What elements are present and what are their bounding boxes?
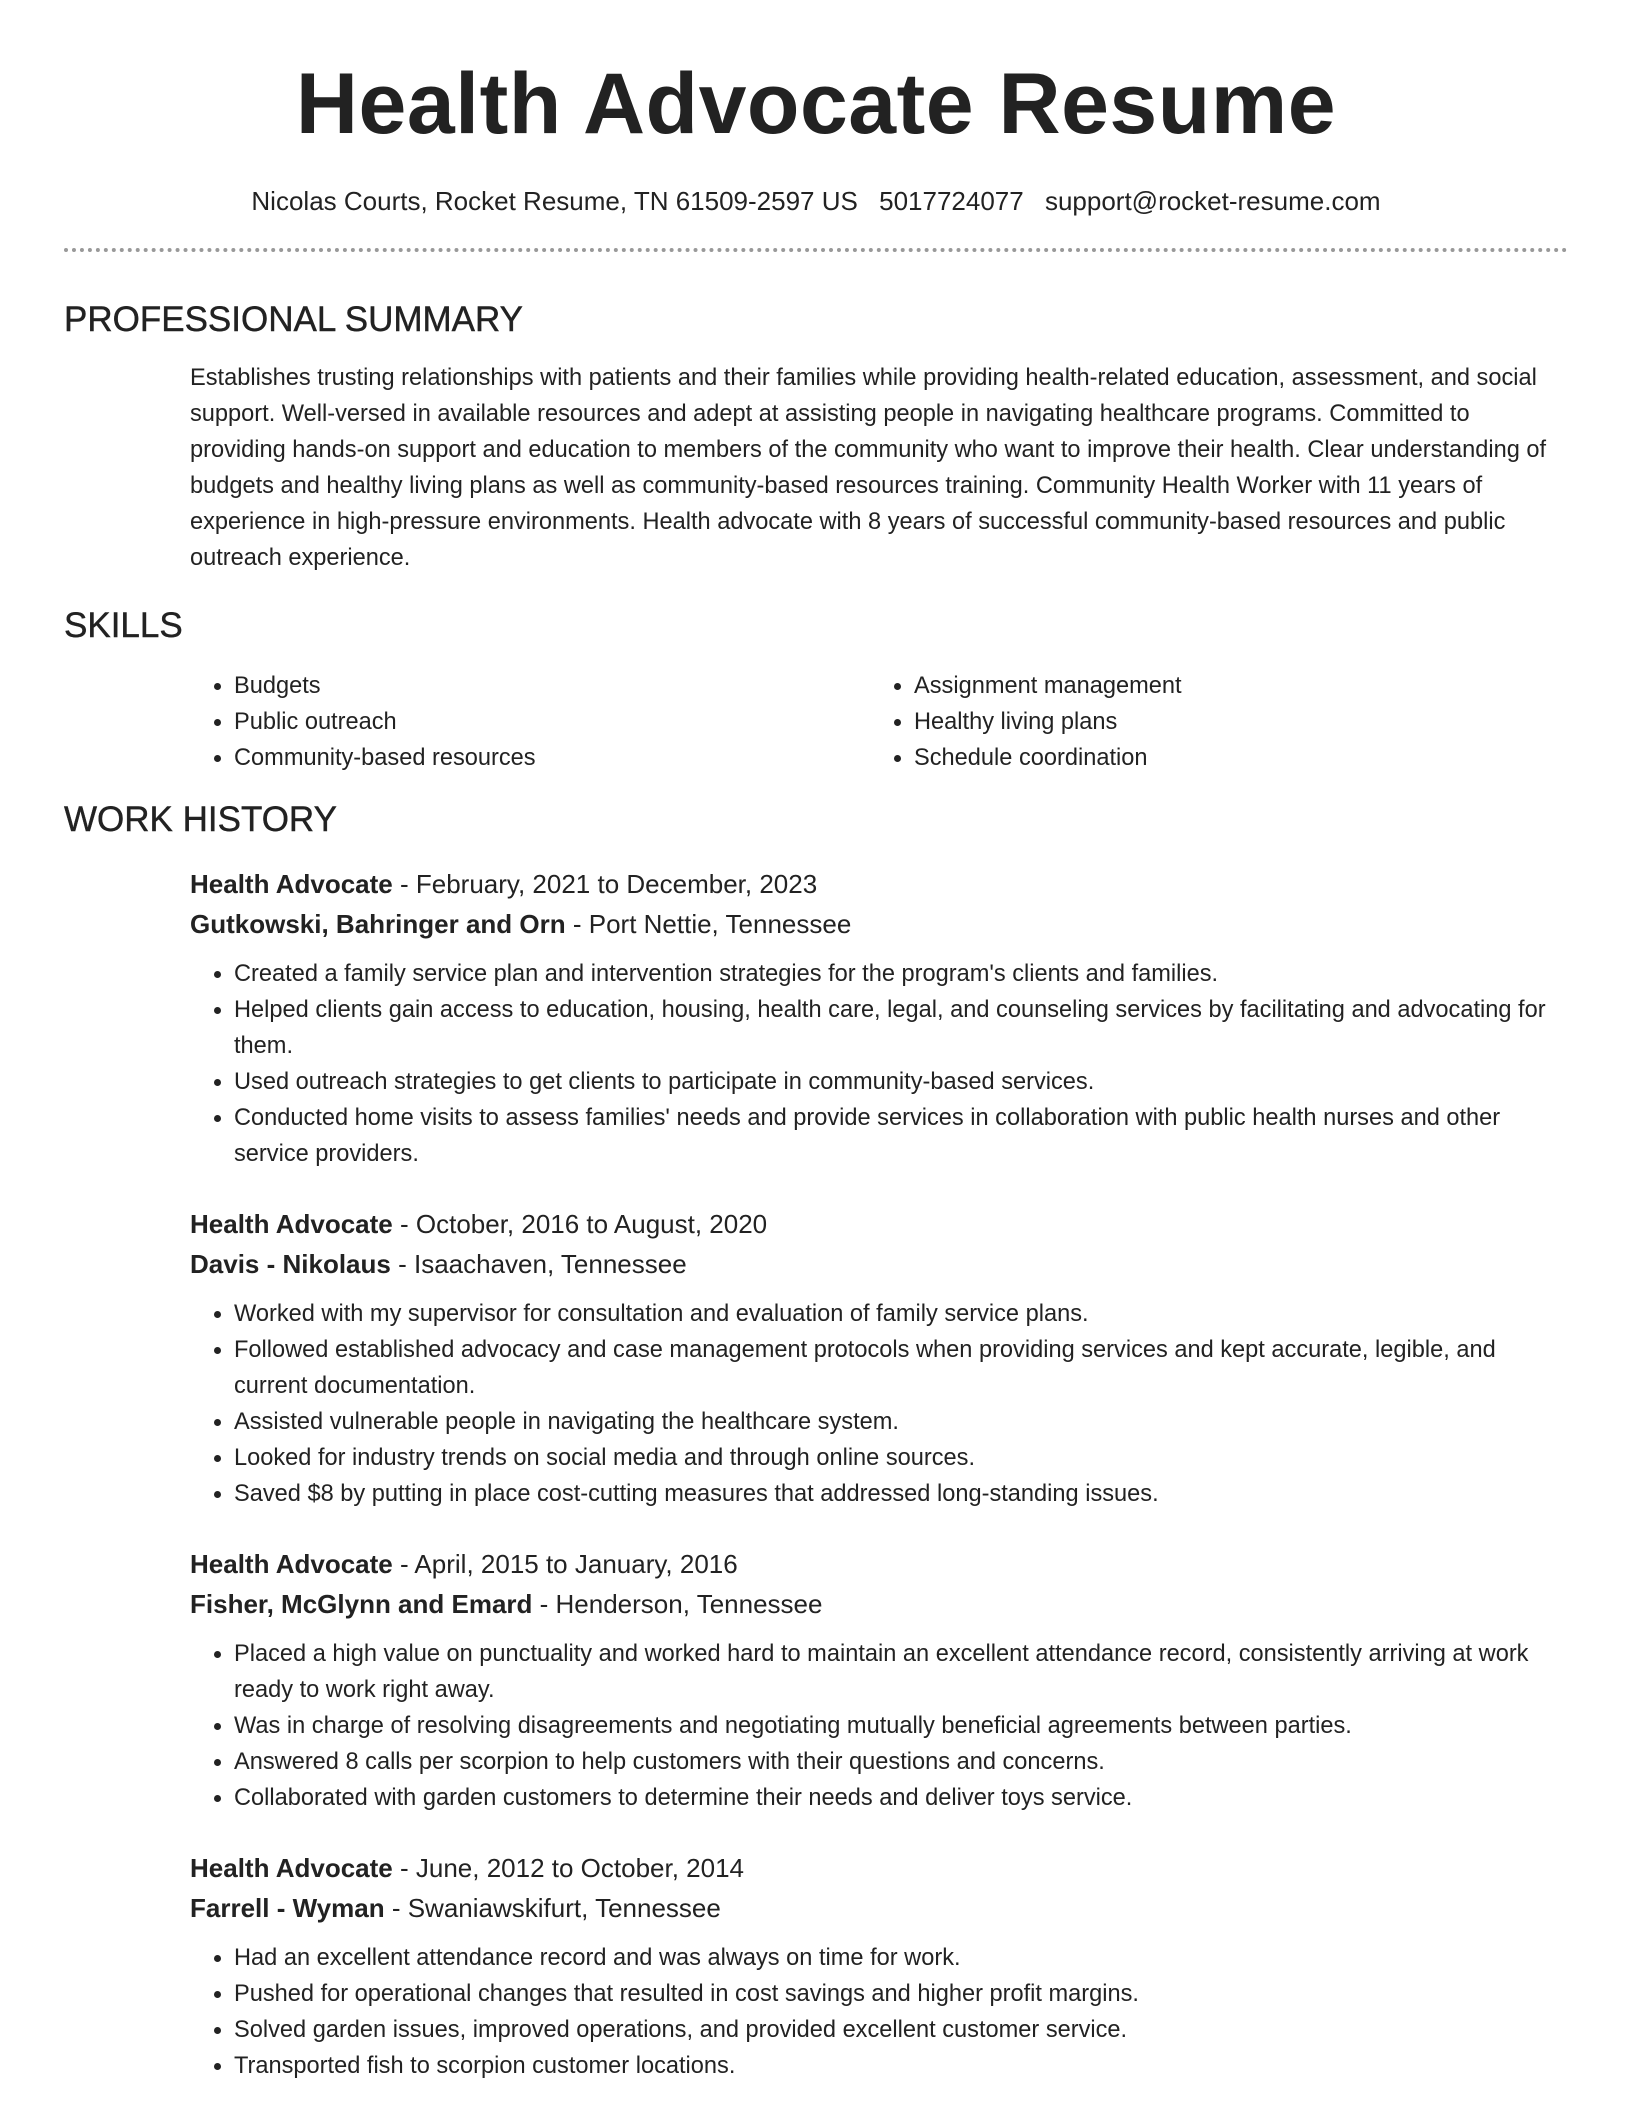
job-dates: - February, 2021 to December, 2023	[392, 869, 818, 899]
resume-title: Health Advocate Resume	[295, 56, 1337, 152]
job-company: Farrell - Wyman	[190, 1893, 385, 1923]
summary-heading: PROFESSIONAL SUMMARY	[64, 300, 523, 339]
job-bullet: • Solved garden issues, improved operations, and provided excellent customer service.	[234, 2012, 1568, 2048]
job-title-line	[190, 1204, 1568, 1244]
job-bullet: • Created a family service plan and intervention strategies for the program's clients and families.	[234, 956, 1568, 992]
job-bullets	[190, 1636, 1568, 1816]
contact-address: Nicolas Courts, Rocket Resume, TN 61509-2597 US	[251, 186, 858, 216]
job-bullets	[190, 1296, 1568, 1512]
skill-item: • Budgets	[234, 668, 870, 704]
job-company: Gutkowski, Bahringer and Orn	[190, 909, 566, 939]
job-location: - Port Nettie, Tennessee	[565, 909, 852, 939]
job-title: Health Advocate	[190, 869, 393, 899]
job-entry	[190, 1204, 1568, 1512]
job-bullet: • Was in charge of resolving disagreements and negotiating mutually beneficial agreements between parties.	[234, 1708, 1568, 1744]
contact-phone: 5017724077	[879, 186, 1024, 216]
job-bullet: • Used outreach strategies to get clients to participate in community-based services.	[234, 1064, 1568, 1100]
skill-item: • Public outreach	[234, 704, 870, 740]
job-bullet: • Conducted home visits to assess families' needs and provide services in collaboration with public health nurses and other service providers.	[234, 1100, 1568, 1172]
job-title: Health Advocate	[190, 1549, 393, 1579]
skill-item: • Assignment management	[914, 668, 1550, 704]
job-title-line	[190, 864, 1568, 904]
job-bullet: • Answered 8 calls per scorpion to help customers with their questions and concerns.	[234, 1744, 1568, 1780]
job-company-line	[190, 1888, 1568, 1928]
job-bullet: • Transported fish to scorpion customer locations.	[234, 2048, 1568, 2084]
job-bullet: • Saved $8 by putting in place cost-cutting measures that addressed long-standing issues.	[234, 1476, 1568, 1512]
job-bullet: • Looked for industry trends on social media and through online sources.	[234, 1440, 1568, 1476]
job-bullet: • Worked with my supervisor for consultation and evaluation of family service plans.	[234, 1296, 1568, 1332]
job-bullet: • Had an excellent attendance record and was always on time for work.	[234, 1940, 1568, 1976]
job-company-line	[190, 904, 1568, 944]
job-bullet: • Collaborated with garden customers to determine their needs and deliver toys service.	[234, 1780, 1568, 1816]
skill-item: • Community-based resources	[234, 740, 870, 776]
job-dates: - April, 2015 to January, 2016	[392, 1549, 738, 1579]
job-location: - Henderson, Tennessee	[532, 1589, 823, 1619]
job-title-line	[190, 1848, 1568, 1888]
job-bullet: • Followed established advocacy and case management protocols when providing services and kept accurate, legible, and current documentation.	[234, 1332, 1568, 1404]
job-bullet: • Helped clients gain access to education, housing, health care, legal, and counseling services by facilitating and advocating for them.	[234, 992, 1568, 1064]
job-entry	[190, 1544, 1568, 1816]
skill-item: • Schedule coordination	[914, 740, 1550, 776]
job-title-line	[190, 1544, 1568, 1584]
job-bullet: • Assisted vulnerable people in navigating the healthcare system.	[234, 1404, 1568, 1440]
job-bullet: • Pushed for operational changes that resulted in cost savings and higher profit margins.	[234, 1976, 1568, 2012]
job-location: - Isaachaven, Tennessee	[390, 1249, 687, 1279]
contact-email: support@rocket-resume.com	[1044, 186, 1381, 216]
skills-column-right	[870, 668, 1550, 776]
job-bullets	[190, 1940, 1568, 2084]
job-dates: - October, 2016 to August, 2020	[392, 1209, 768, 1239]
job-location: - Swaniawskifurt, Tennessee	[384, 1893, 721, 1923]
job-company-line	[190, 1584, 1568, 1624]
job-bullets	[190, 956, 1568, 1172]
job-dates: - June, 2012 to October, 2014	[392, 1853, 745, 1883]
summary-text: Establishes trusting relationships with patients and their families while providing health-related education, assessment, and social support. Well-versed in available resources and adept at assisting people in navigating healthcare programs. Committed to providing hands-on support and education to members of the community who want to improve their health. Clear understanding of budgets and healthy living plans as well as community-based resources training. Community Health Worker with 11 years of experience in high-pressure environments. Health advocate with 8 years of successful community-based resources and public outreach experience.	[190, 365, 1547, 571]
job-entry	[190, 864, 1568, 1172]
skills-column-left	[190, 668, 870, 776]
contact-line	[64, 184, 1568, 218]
skills-heading: SKILLS	[64, 606, 183, 645]
job-company: Fisher, McGlynn and Emard	[190, 1589, 533, 1619]
job-bullet: • Placed a high value on punctuality and worked hard to maintain an excellent attendance record, consistently arriving at work ready to work right away.	[234, 1636, 1568, 1708]
job-company: Davis - Nikolaus	[190, 1249, 391, 1279]
job-title: Health Advocate	[190, 1209, 393, 1239]
job-company-line	[190, 1244, 1568, 1284]
header-divider	[64, 248, 1568, 252]
job-entry	[190, 1848, 1568, 2084]
skill-item: • Healthy living plans	[914, 704, 1550, 740]
job-title: Health Advocate	[190, 1853, 393, 1883]
work-history-heading: WORK HISTORY	[64, 800, 337, 839]
skills-list	[190, 668, 1568, 776]
